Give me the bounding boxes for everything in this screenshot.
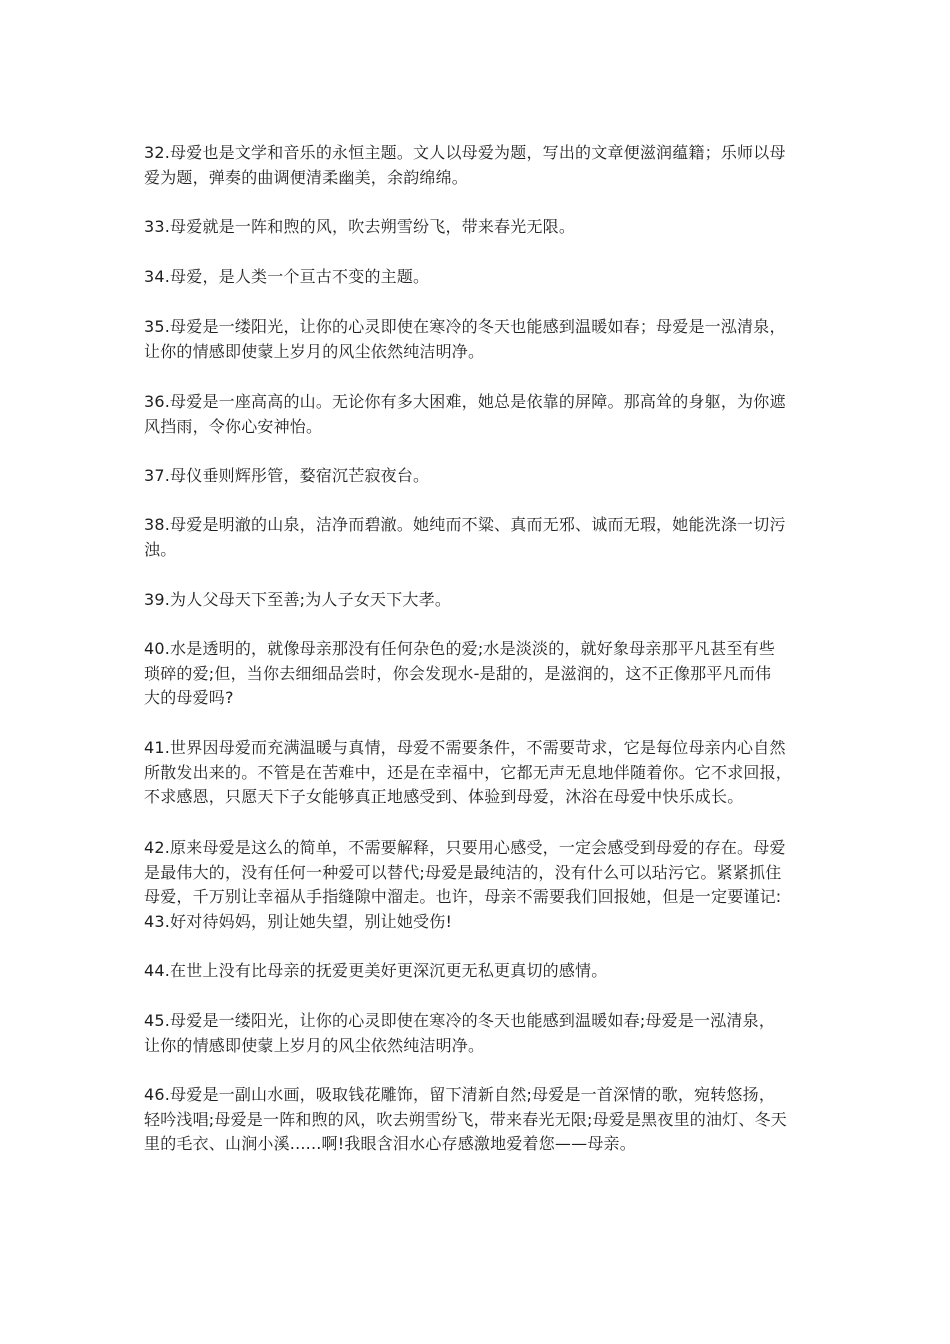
paragraph-46: 46.母爱是一副山水画，吸取钱花雕饰，留下清新自然;母爱是一首深情的歌，宛转悠扬， 轻吟浅唱;母爱是一阵和煦的风，吹去朔雪纷飞，带来春光无限;母爱是黑夜里的油灯、冬天 里的毛衣、山涧小溪......啊!我眼含泪水心存感激地爱着您——母亲。 (144, 1085, 787, 1153)
paragraph-45: 45.母爱是一缕阳光，让你的心灵即使在寒冷的冬天也能感到温暖如春;母爱是一泓清泉， 让你的情感即使蒙上岁月的风尘依然纯洁明净。 (144, 1011, 776, 1055)
paragraph-35: 35.母爱是一缕阳光，让你的心灵即使在寒冷的冬天也能感到温暖如春；母爱是一泓清泉， 让你的情感即使蒙上岁月的风尘依然纯洁明净。 (144, 317, 786, 361)
paragraph-33: 33.母爱就是一阵和煦的风，吹去朔雪纷飞，带来春光无限。 (144, 217, 576, 236)
paragraph-44: 44.在世上没有比母亲的抚爱更美好更深沉更无私更真切的感情。 (144, 961, 608, 980)
paragraph-39: 39.为人父母天下至善;为人子女天下大孝。 (144, 590, 452, 609)
paragraph-40: 40.水是透明的，就像母亲那没有任何杂色的爱;水是淡淡的，就好象母亲那平凡甚至有些 琐碎的爱;但，当你去细细品尝时，你会发现水-是甜的，是滋润的，这不正像那平凡而伟 大的母爱吗? (144, 639, 776, 707)
paragraph-36: 36.母爱是一座高高的山。无论你有多大困难，她总是依靠的屏障。那高耸的身躯，为你遮 风挡雨，令你心安神怡。 (144, 392, 786, 436)
paragraph-37: 37.母仪垂则辉彤管，婺宿沉芒寂夜台。 (144, 466, 430, 485)
paragraph-32: 32.母爱也是文学和音乐的永恒主题。文人以母爱为题，写出的文章便滋润蕴籍；乐师以母 爱为题，弹奏的曲调便清柔幽美，余韵绵绵。 (144, 143, 786, 187)
paragraph-42-43: 42.原来母爱是这么的简单，不需要解释，只要用心感受，一定会感受到母爱的存在。母爱 是最伟大的，没有任何一种爱可以替代;母爱是最纯洁的，没有什么可以玷污它。紧紧抓住 母爱，千万别让幸福从手指缝隙中溜走。也许，母亲不需要我们回报她，但是一定要谨记: 43.好对待妈妈，别让她失望，别让她受伤! (144, 838, 786, 931)
paragraph-38: 38.母爱是明澈的山泉，洁净而碧澈。她纯而不粱、真而无邪、诚而无瑕，她能洗涤一切污 浊。 (144, 515, 786, 559)
paragraph-41: 41.世界因母爱而充满温暖与真情，母爱不需要条件，不需要苛求，它是每位母亲内心自然 所散发出来的。不管是在苦难中，还是在幸福中，它都无声无息地伴随着你。它不求回报， 不求感恩，只愿天下子女能够真正地感受到、体验到母爱，沐浴在母爱中快乐成长。 (144, 738, 793, 806)
paragraph-34: 34.母爱，是人类一个亘古不变的主题。 (144, 267, 430, 286)
